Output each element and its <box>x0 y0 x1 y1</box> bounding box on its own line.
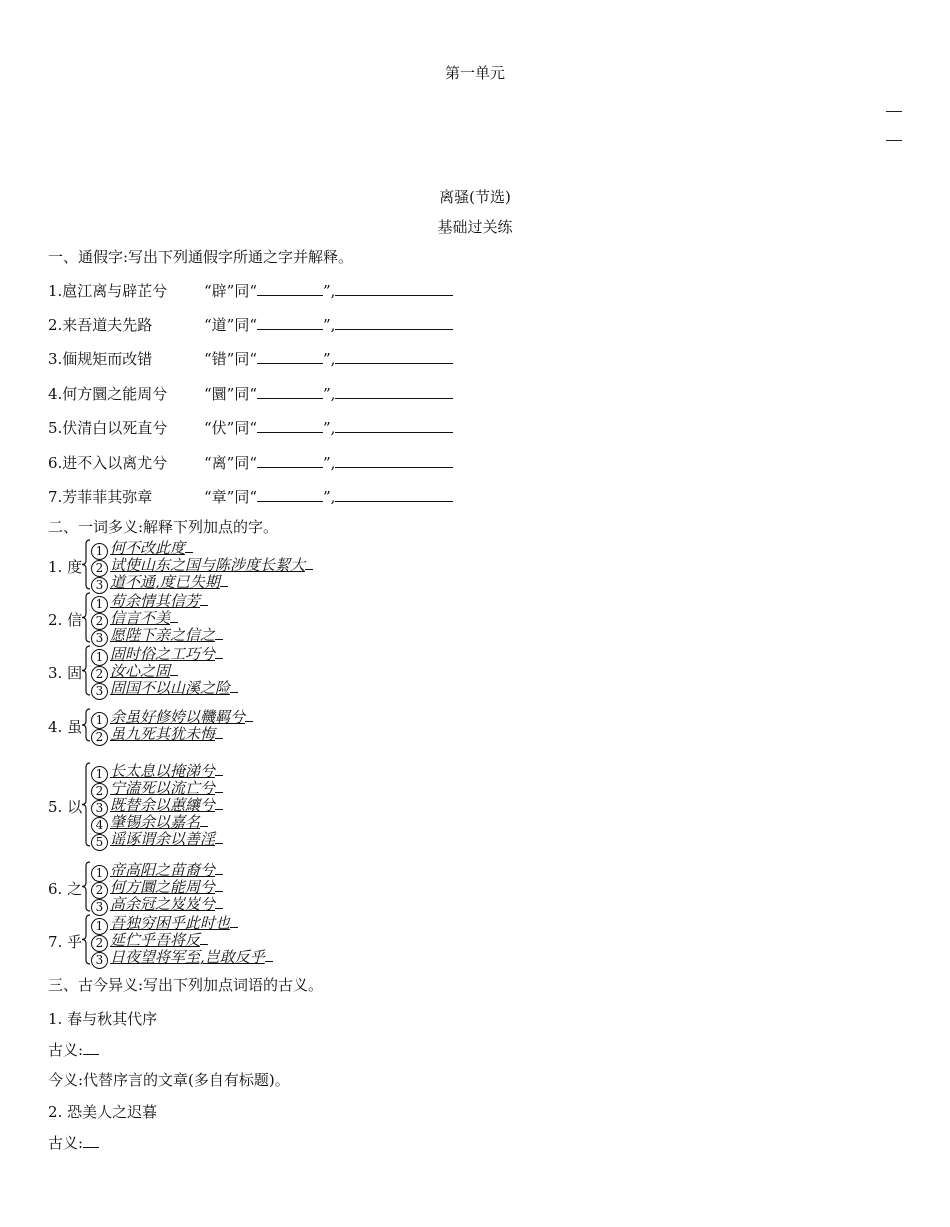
circled-number: 2 <box>91 666 108 683</box>
tongjia-answer <box>204 383 453 404</box>
tongjia-sentence: 5.伏清白以死直兮 <box>48 419 168 437</box>
tongjia-char-blank[interactable] <box>257 453 323 468</box>
polysemy-label: 7. 乎 <box>48 932 83 951</box>
tongjia-meaning-blank[interactable] <box>335 487 453 502</box>
circled-number: 2 <box>91 882 108 899</box>
tongjia-sentence: 4.何方圜之能周兮 <box>48 385 168 403</box>
tongjia-char-blank[interactable] <box>257 349 323 364</box>
polysemy-text: 愿陛下亲之信之 <box>110 626 216 644</box>
brace-path <box>82 709 90 741</box>
polysemy-label: 5. 以 <box>48 797 83 816</box>
brace-path <box>82 646 90 695</box>
polysemy-sentence <box>91 948 273 969</box>
margin-dash <box>886 111 902 112</box>
polysemy-sentence <box>91 573 228 594</box>
tongjia-item <box>48 348 336 369</box>
brace-icon <box>81 645 91 696</box>
answer-blank[interactable] <box>305 556 313 570</box>
answer-blank[interactable] <box>170 609 178 623</box>
part1-heading: 一、通假字:写出下列通假字所通之字并解释。 <box>48 248 354 266</box>
polysemy-text: 虽九死其犹未悔 <box>110 725 216 743</box>
circled-number: 1 <box>91 712 108 729</box>
tongjia-meaning-blank[interactable] <box>335 349 453 364</box>
polysemy-text: 何不改此度 <box>110 539 186 557</box>
brace-path <box>82 763 90 846</box>
tongjia-sentence: 2.来吾道夫先路 <box>48 316 153 334</box>
circled-number: 2 <box>91 783 108 800</box>
tongjia-prompt: “错”同“ <box>204 350 258 368</box>
brace-icon <box>81 539 91 590</box>
answer-blank[interactable] <box>215 725 223 739</box>
tongjia-close: ”, <box>323 488 336 506</box>
tongjia-answer <box>204 348 453 369</box>
polysemy-label: 3. 固 <box>48 663 83 682</box>
answer-blank[interactable] <box>245 708 253 722</box>
circled-number: 2 <box>91 729 108 746</box>
circled-number: 2 <box>91 560 108 577</box>
answer-blank[interactable] <box>215 779 223 793</box>
brace-icon <box>81 708 91 742</box>
circled-number: 1 <box>91 766 108 783</box>
q1-ancient-blank[interactable] <box>83 1040 99 1055</box>
q1-modern: 今义:代替序言的文章(多自有标题)。 <box>48 1071 290 1089</box>
tongjia-char-blank[interactable] <box>257 281 323 296</box>
answer-blank[interactable] <box>200 592 208 606</box>
circled-number: 2 <box>91 935 108 952</box>
tongjia-prompt: “章”同“ <box>204 488 258 506</box>
tongjia-close: ”, <box>323 316 336 334</box>
tongjia-sentence: 1.扈江离与辟芷兮 <box>48 282 168 300</box>
answer-blank[interactable] <box>215 626 223 640</box>
circled-number: 3 <box>91 899 108 916</box>
tongjia-meaning-blank[interactable] <box>335 384 453 399</box>
polysemy-sentence <box>91 895 223 916</box>
section-title: 基础过关练 <box>437 218 513 236</box>
tongjia-prompt: “圜”同“ <box>204 385 258 403</box>
polysemy-label: 2. 信 <box>48 610 83 629</box>
tongjia-item <box>48 314 336 335</box>
brace-icon <box>81 762 91 847</box>
circled-number: 1 <box>91 865 108 882</box>
polysemy-text: 高余冠之岌岌兮 <box>110 895 216 913</box>
polysemy-text: 吾独穷困乎此时也 <box>110 914 231 932</box>
circled-number: 1 <box>91 649 108 666</box>
tongjia-item <box>48 417 336 438</box>
q2-ancient-row <box>48 1132 99 1153</box>
tongjia-prompt: “道”同“ <box>204 316 258 334</box>
tongjia-char-blank[interactable] <box>257 418 323 433</box>
answer-blank[interactable] <box>200 813 208 827</box>
answer-blank[interactable] <box>220 573 228 587</box>
polysemy-sentence <box>91 725 223 746</box>
tongjia-item <box>48 383 336 404</box>
answer-blank[interactable] <box>215 861 223 875</box>
tongjia-item <box>48 452 336 473</box>
polysemy-text: 苟余情其信芳 <box>110 592 201 610</box>
brace-path <box>82 540 90 589</box>
polysemy-text: 宁溘死以流亡兮 <box>110 779 216 797</box>
tongjia-prompt: “伏”同“ <box>204 419 258 437</box>
circled-number: 3 <box>91 577 108 594</box>
brace-path <box>82 915 90 964</box>
answer-blank[interactable] <box>215 830 223 844</box>
tongjia-sentence: 3.偭规矩而改错 <box>48 350 153 368</box>
polysemy-text: 延伫乎吾将反 <box>110 931 201 949</box>
brace-path <box>82 862 90 911</box>
answer-blank[interactable] <box>215 645 223 659</box>
tongjia-close: ”, <box>323 419 336 437</box>
polysemy-text: 汝心之固 <box>110 662 171 680</box>
brace-icon <box>81 592 91 643</box>
circled-number: 3 <box>91 952 108 969</box>
polysemy-sentence <box>91 626 223 647</box>
circled-number: 1 <box>91 543 108 560</box>
tongjia-sentence: 7.芳菲菲其弥章 <box>48 488 153 506</box>
tongjia-prompt: “离”同“ <box>204 454 258 472</box>
polysemy-text: 既替余以蕙纕兮 <box>110 796 216 814</box>
part2-heading: 二、一词多义:解释下列加点的字。 <box>48 518 279 536</box>
answer-blank[interactable] <box>215 895 223 909</box>
polysemy-text: 固时俗之工巧兮 <box>110 645 216 663</box>
tongjia-item <box>48 280 336 301</box>
part3-heading: 三、古今异义:写出下列加点词语的古义。 <box>48 976 324 994</box>
tongjia-meaning-blank[interactable] <box>335 418 453 433</box>
answer-blank[interactable] <box>215 878 223 892</box>
tongjia-char-blank[interactable] <box>257 315 323 330</box>
tongjia-answer <box>204 452 453 473</box>
polysemy-text: 试使山东之国与陈涉度长絜大 <box>110 556 306 574</box>
brace-path <box>82 593 90 642</box>
answer-blank[interactable] <box>265 948 273 962</box>
answer-blank[interactable] <box>230 679 238 693</box>
answer-blank[interactable] <box>200 931 208 945</box>
tongjia-close: ”, <box>323 385 336 403</box>
circled-number: 4 <box>91 817 108 834</box>
tongjia-item <box>48 486 336 507</box>
tongjia-meaning-blank[interactable] <box>335 281 453 296</box>
q2-ancient-blank[interactable] <box>83 1133 99 1148</box>
brace-icon <box>81 914 91 965</box>
polysemy-text: 谣诼谓余以善淫 <box>110 830 216 848</box>
tongjia-close: ”, <box>323 454 336 472</box>
polysemy-text: 固国不以山溪之险 <box>110 679 231 697</box>
margin-dash <box>886 140 902 141</box>
answer-blank[interactable] <box>215 796 223 810</box>
tongjia-prompt: “辟”同“ <box>204 282 258 300</box>
tongjia-answer <box>204 486 453 507</box>
polysemy-sentence <box>91 830 223 851</box>
q1-sentence: 1. 春与秋其代序 <box>48 1010 158 1028</box>
answer-blank[interactable] <box>170 662 178 676</box>
circled-number: 3 <box>91 683 108 700</box>
tongjia-meaning-blank[interactable] <box>335 315 453 330</box>
polysemy-label: 1. 度 <box>48 557 83 576</box>
answer-blank[interactable] <box>215 762 223 776</box>
tongjia-answer <box>204 314 453 335</box>
q1-ancient-row <box>48 1039 99 1060</box>
polysemy-text: 信言不美 <box>110 609 171 627</box>
q1-ancient-label: 古义: <box>48 1041 84 1059</box>
q2-sentence: 2. 恐美人之迟暮 <box>48 1103 158 1121</box>
lesson-title: 离骚(节选) <box>439 188 511 206</box>
circled-number: 5 <box>91 834 108 851</box>
answer-blank[interactable] <box>185 539 193 553</box>
polysemy-label: 6. 之 <box>48 879 83 898</box>
circled-number: 1 <box>91 918 108 935</box>
polysemy-text: 何方圜之能周兮 <box>110 878 216 896</box>
brace-icon <box>81 861 91 912</box>
tongjia-close: ”, <box>323 282 336 300</box>
circled-number: 2 <box>91 613 108 630</box>
polysemy-text: 余虽好修姱以鞿羁兮 <box>110 708 246 726</box>
polysemy-text: 帝高阳之苗裔兮 <box>110 861 216 879</box>
polysemy-text: 道不通,度已失期 <box>110 573 220 591</box>
q2-ancient-label: 古义: <box>48 1134 84 1152</box>
tongjia-answer <box>204 417 453 438</box>
tongjia-answer <box>204 280 453 301</box>
circled-number: 3 <box>91 630 108 647</box>
tongjia-char-blank[interactable] <box>257 384 323 399</box>
polysemy-text: 长太息以掩涕兮 <box>110 762 216 780</box>
circled-number: 3 <box>91 800 108 817</box>
polysemy-label: 4. 虽 <box>48 718 83 736</box>
tongjia-meaning-blank[interactable] <box>335 453 453 468</box>
polysemy-sentence <box>91 679 238 700</box>
tongjia-close: ”, <box>323 350 336 368</box>
tongjia-sentence: 6.进不入以离尤兮 <box>48 454 168 472</box>
circled-number: 1 <box>91 596 108 613</box>
answer-blank[interactable] <box>230 914 238 928</box>
polysemy-text: 日夜望将军至,岂敢反乎 <box>110 948 265 966</box>
unit-title: 第一单元 <box>444 64 505 82</box>
tongjia-char-blank[interactable] <box>257 487 323 502</box>
polysemy-text: 肇锡余以嘉名 <box>110 813 201 831</box>
